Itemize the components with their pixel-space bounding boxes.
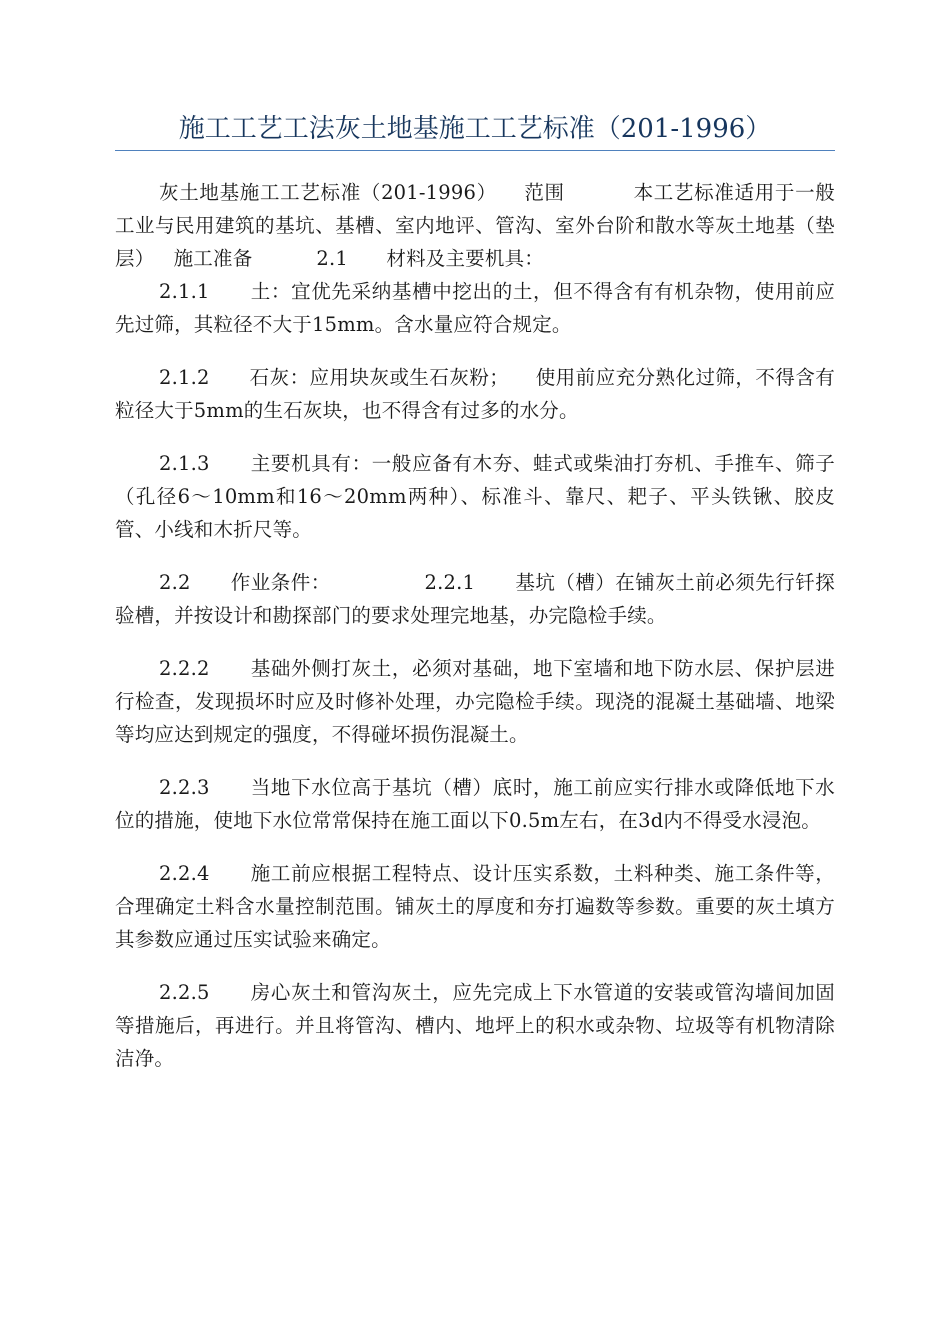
paragraph-intro: 灰土地基施工工艺标准（201-1996） 范围 本工艺标准适用于一般工业与民用建筑的基坑、基槽、室内地评、管沟、室外台阶和散水等灰土地基（垫层） 施工准备 2.1 材料及主要机具： — [115, 181, 835, 270]
paragraph-2-1-2: 2.1.2 石灰：应用块灰或生石灰粉； 使用前应充分熟化过筛，不得含有粒径大于5mm的生石灰块，也不得含有过多的水分。 — [115, 366, 835, 422]
title-block — [115, 112, 835, 151]
document-body — [115, 176, 835, 1095]
paragraph-2-2-2: 2.2.2 基础外侧打灰土，必须对基础，地下室墙和地下防水层、保护层进行检查，发现损坏时应及时修补处理，办完隐检手续。现浇的混凝土基础墙、地梁等均应达到规定的强度，不得碰坏损伤混凝土。 — [115, 657, 835, 746]
paragraph-2-1-3: 2.1.3 主要机具有：一般应备有木夯、蛙式或柴油打夯机、手推车、筛子（孔径6～10mm和16～20mm两种）、标准斗、靠尺、耙子、平头铁锹、胶皮管、小线和木折尺等。 — [115, 452, 835, 541]
paragraph-2-2-3: 2.2.3 当地下水位高于基坑（槽）底时，施工前应实行排水或降低地下水位的措施，使地下水位常常保持在施工面以下0.5m左右，在3d内不得受水浸泡。 — [115, 776, 835, 832]
paragraph-2-1-1: 2.1.1 土：宜优先采纳基槽中挖出的土，但不得含有有机杂物，使用前应先过筛，其粒径不大于15mm。含水量应符合规定。 — [115, 280, 835, 336]
paragraph-2-2-5: 2.2.5 房心灰土和管沟灰土，应先完成上下水管道的安装或管沟墙间加固等措施后，再进行。并且将管沟、槽内、地坪上的积水或杂物、垃圾等有机物清除洁净。 — [115, 981, 835, 1070]
paragraph-2-2-4: 2.2.4 施工前应根据工程特点、设计压实系数，土料种类、施工条件等，合理确定土料含水量控制范围。铺灰土的厚度和夯打遍数等参数。重要的灰土填方其参数应通过压实试验来确定。 — [115, 862, 835, 951]
document-title: 施工工艺工法灰土地基施工工艺标准（201-1996） — [178, 114, 772, 144]
paragraph-2-2-1: 2.2 作业条件： 2.2.1 基坑（槽）在铺灰土前必须先行钎探验槽，并按设计和勘探部门的要求处理完地基，办完隐检手续。 — [115, 571, 835, 627]
